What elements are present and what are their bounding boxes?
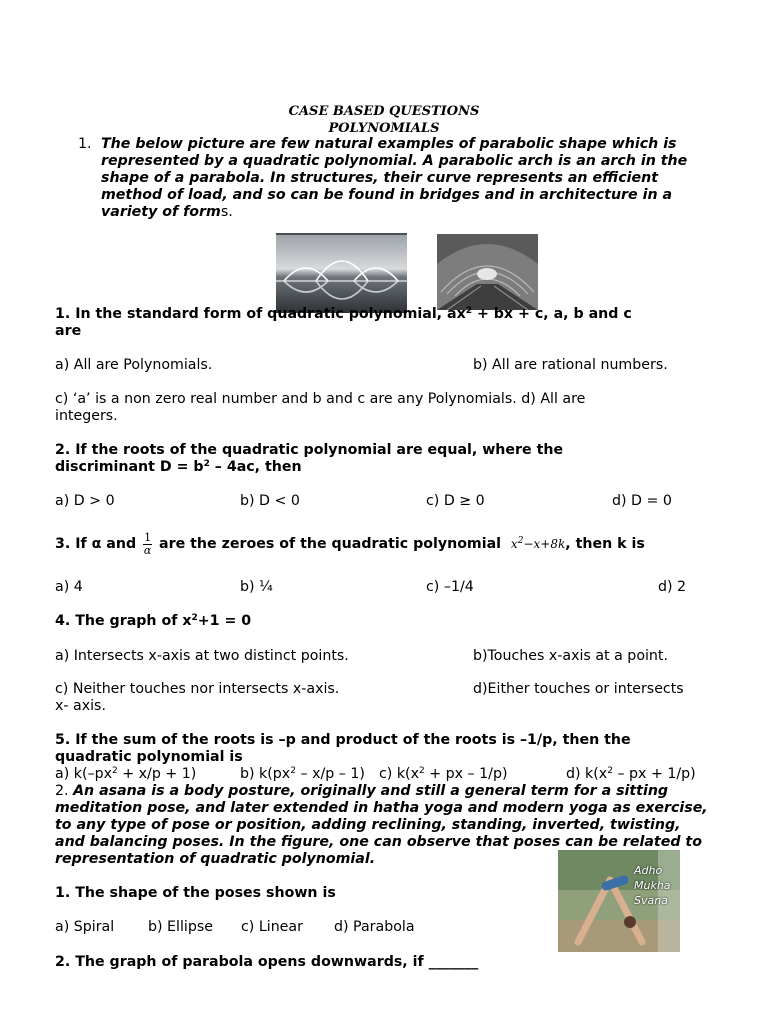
q5-b-pre: b) k(px — [240, 766, 291, 782]
question-1-5: 5. If the sum of the roots is –p and product of the roots is –1/p, then the — [55, 732, 631, 748]
case1-intro — [101, 136, 721, 221]
q3-text-post: , then k is — [565, 536, 645, 552]
question-1-1-line2: are — [55, 323, 82, 339]
question-2-1: 1. The shape of the poses shown is — [55, 885, 336, 901]
question-1-2: 2. If the roots of the quadratic polynomial are equal, where the — [55, 442, 564, 458]
q2-option-b: b) D < 0 — [240, 493, 300, 509]
q5-b-sup: 2 — [290, 766, 296, 776]
question-1-4 — [55, 613, 251, 629]
fraction-numerator: 1 — [144, 530, 152, 544]
question-2-2: 2. The graph of parabola opens downwards, if _______ — [55, 954, 479, 970]
polynomial-expression — [511, 537, 565, 551]
q5-option-a — [55, 766, 196, 782]
q4-option-d-cont: x- axis. — [55, 698, 106, 714]
expr-x: x — [510, 537, 518, 551]
q3-option-b: b) ¼ — [240, 579, 273, 595]
q2-option-a: a) D > 0 — [55, 493, 115, 509]
one-over-alpha-fraction — [143, 532, 152, 557]
q2-text-pre: discriminant D = b — [55, 459, 204, 475]
doc-subtitle: POLYNOMIALS — [328, 121, 440, 136]
expr-sup: 2 — [517, 536, 524, 546]
q1-option-d-cont: integers. — [55, 408, 118, 424]
case1-intro-tail: s. — [220, 204, 233, 220]
q5-option-c — [379, 766, 508, 782]
question-1-2-line2 — [55, 459, 302, 475]
q5-c-pre: c) k(x — [379, 766, 419, 782]
q5-a-pre: a) k(–px — [55, 766, 112, 782]
tunnel-arch-photo — [437, 234, 538, 310]
q3-text-mid: are the zeroes of the quadratic polynomial — [159, 536, 502, 552]
bridge-arch-photo — [276, 233, 407, 313]
q5-option-d — [566, 766, 696, 782]
q4-text-post: +1 = 0 — [197, 613, 252, 629]
q4-option-a: a) Intersects x-axis at two distinct points. — [55, 648, 349, 664]
bridge-arch-image — [276, 233, 407, 313]
q5-option-b — [240, 766, 365, 782]
c2q1-option-a: a) Spiral — [55, 919, 115, 935]
q2-option-c: c) D ≥ 0 — [426, 493, 485, 509]
q5-d-post: – px + 1/p) — [612, 766, 696, 782]
expr-rest: −x+8k — [523, 537, 566, 551]
question-1-5-line2: quadratic polynomial is — [55, 749, 243, 765]
case2-intro-text: An asana is a body posture, originally and still a general term for a sitting meditation pose, and later extended in hatha yoga and modern yoga as exercise, to any type of pose or position, adding reclining, standing, inverted, twisting, and balancing poses. In the figure, one can observe that poses can be related to representation of quadratic polynomial. — [55, 783, 708, 867]
q1-sup: 2 — [465, 306, 472, 316]
q5-b-post: – x/p – 1) — [295, 766, 365, 782]
q1-text-post: + bx + c, a, b and c — [472, 306, 632, 322]
q5-a-sup: 2 — [112, 766, 118, 776]
q4-option-c: c) Neither touches nor intersects x-axis. — [55, 681, 340, 697]
q5-a-post: + x/p + 1) — [117, 766, 197, 782]
yoga-caption — [634, 863, 674, 908]
question-1-3 — [55, 528, 645, 560]
q3-option-a: a) 4 — [55, 579, 83, 595]
q5-d-sup: 2 — [607, 766, 613, 776]
q1-option-c: c) ‘a’ is a non zero real number and b and c are any Polynomials. d) All are — [55, 391, 586, 407]
doc-title: CASE BASED QUESTIONS — [288, 104, 480, 119]
q1-option-a: a) All are Polynomials. — [55, 357, 213, 373]
q1-option-b: b) All are rational numbers. — [473, 357, 668, 373]
yoga-caption-line1: Adho — [634, 864, 663, 877]
case1-number: 1. — [78, 136, 92, 152]
q4-sup: 2 — [191, 613, 198, 623]
yoga-caption-line2: Mukha — [634, 879, 671, 892]
yoga-caption-line3: Svana — [634, 894, 668, 907]
q3-text-pre: 3. If α and — [55, 536, 137, 552]
fraction-denominator: α — [143, 543, 152, 557]
q2-text-post: – 4ac, then — [209, 459, 302, 475]
q5-c-post: + px – 1/p) — [424, 766, 508, 782]
q5-d-pre: d) k(x — [566, 766, 608, 782]
c2q1-option-b: b) Ellipse — [148, 919, 213, 935]
q2-option-d: d) D = 0 — [612, 493, 672, 509]
q1-text-pre: 1. In the standard form of quadratic polynomial, ax — [55, 306, 466, 322]
q2-sup: 2 — [203, 459, 210, 469]
q3-option-c: c) –1/4 — [426, 579, 474, 595]
question-1-1 — [55, 306, 632, 322]
q5-c-sup: 2 — [419, 766, 425, 776]
c2q1-option-d: d) Parabola — [334, 919, 415, 935]
case2-number: 2. — [55, 783, 69, 799]
q4-option-b: b)Touches x-axis at a point. — [473, 648, 668, 664]
q4-text-pre: 4. The graph of x — [55, 613, 192, 629]
yoga-pose-photo — [558, 850, 680, 952]
case1-intro-text: The below picture are few natural examples of parabolic shape which is represented by a quadratic polynomial. A parabolic arch is an arch in the shape of a parabola. In structures, their curve represents an efficient method of load, and so can be found in bridges and in architecture in a variety of form — [101, 136, 688, 220]
c2q1-option-c: c) Linear — [241, 919, 303, 935]
q3-option-d: d) 2 — [658, 579, 687, 595]
tunnel-arch-image — [437, 234, 538, 310]
q4-option-d: d)Either touches or intersects — [473, 681, 684, 697]
